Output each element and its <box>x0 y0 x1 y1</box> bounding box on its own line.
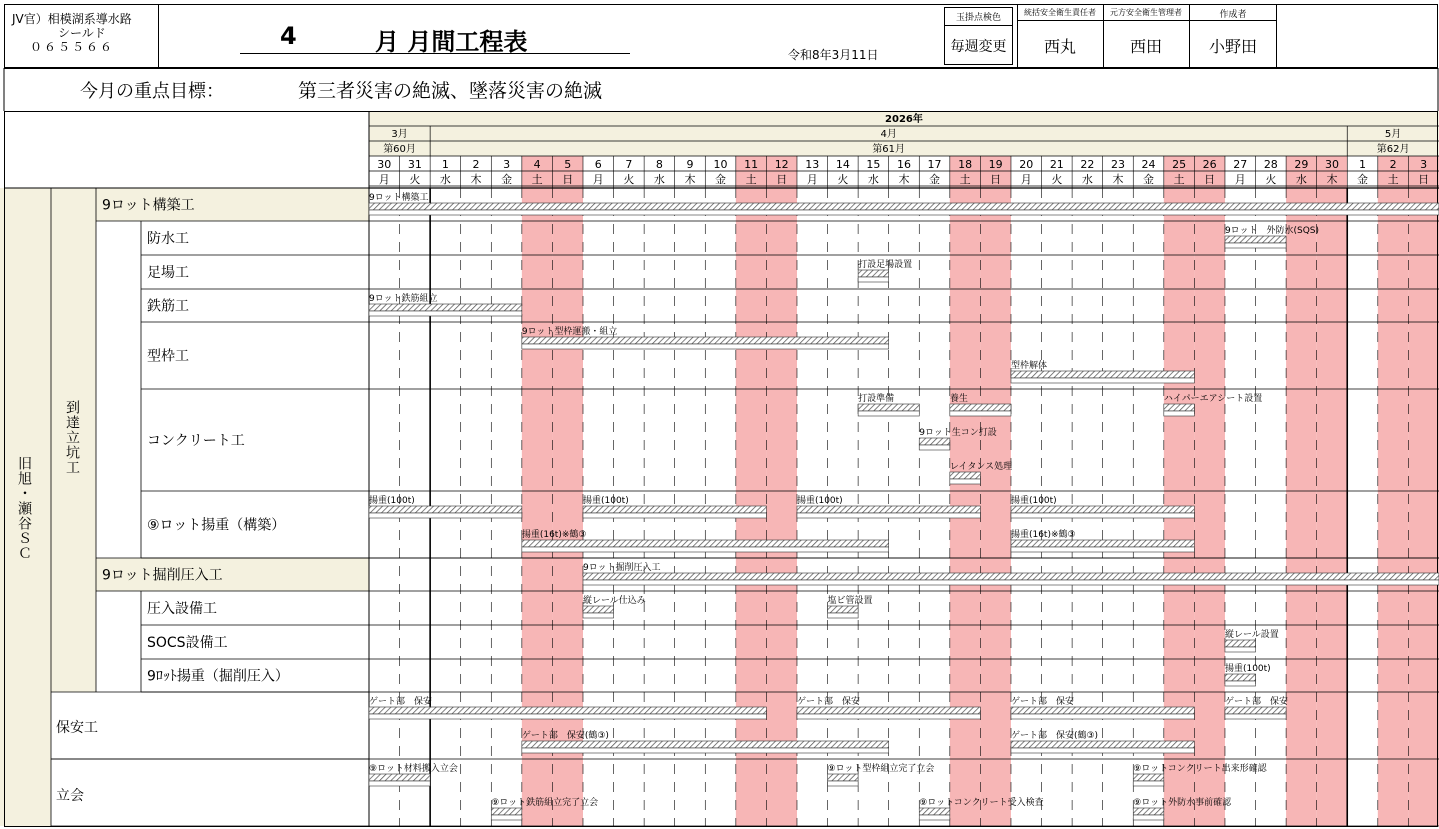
bar-label: 9ロット 外防水(SQS) <box>1224 226 1320 236</box>
bar-plain <box>1133 781 1164 786</box>
weekday-label: 水 <box>1295 173 1307 186</box>
day-number: 21 <box>1049 158 1064 171</box>
day-number: 24 <box>1141 158 1156 171</box>
bar-label: 打設足場設置 <box>858 260 913 270</box>
bar-plain <box>797 513 980 518</box>
bar-hatched <box>583 573 1439 580</box>
bar-hatched <box>950 404 1011 411</box>
day-number: 19 <box>988 158 1003 171</box>
weekday-label: 月 <box>1234 173 1246 186</box>
bar-plain <box>1225 647 1256 652</box>
bar-label: 揚重(100t) <box>1010 496 1057 506</box>
bar-label: 揚重(100t) <box>1224 664 1271 674</box>
day-number: 17 <box>927 158 942 171</box>
bar-plain <box>919 445 950 450</box>
goal-label: 今月の重点目標： <box>80 81 224 102</box>
row-label: ⑨ロット揚重（構築） <box>147 517 286 534</box>
bar-hatched <box>1133 808 1164 815</box>
bar-hatched <box>858 404 919 411</box>
weekday-label: 木 <box>898 173 910 186</box>
weekday-label: 日 <box>1418 173 1430 186</box>
weekday-label: 金 <box>501 173 513 186</box>
weekday-label: 金 <box>1143 173 1155 186</box>
day-number: 15 <box>866 158 881 171</box>
day-number: 28 <box>1263 158 1278 171</box>
inspection-label: 立会 <box>56 788 84 804</box>
bar-label: 揚重(100t) <box>582 496 629 506</box>
bar-hatched <box>522 540 889 547</box>
bar-label: ⑨ロットコンクリート受入検査 <box>919 798 1044 808</box>
bar-hatched <box>1164 404 1195 411</box>
day-number: 9 <box>686 158 694 171</box>
bar-hatched <box>828 774 859 781</box>
day-number: 14 <box>835 158 850 171</box>
row-label: SOCS設備工 <box>147 635 228 651</box>
day-number: 26 <box>1202 158 1217 171</box>
day-number: 16 <box>896 158 911 171</box>
day-number: 1 <box>1359 158 1367 171</box>
org-line3: ０６５５６６ <box>30 40 115 54</box>
bar-hatched <box>369 304 522 311</box>
day-number: 27 <box>1233 158 1248 171</box>
month-label: 5月 <box>1384 129 1402 140</box>
bar-label: 打設準備 <box>858 394 895 404</box>
day-number: 3 <box>503 158 511 171</box>
bar-hatched <box>1225 640 1256 647</box>
row-label: 9ﾛｯﾄ揚重（掘削圧入） <box>147 668 289 685</box>
bar-label: ゲート部 保安 <box>796 697 860 707</box>
row-label: 圧入設備工 <box>147 601 217 617</box>
weekday-label: 火 <box>1265 173 1277 186</box>
bar-label: 型枠解体 <box>1010 361 1047 371</box>
row-label: コンクリート工 <box>147 433 245 449</box>
day-number: 2 <box>472 158 480 171</box>
weekday-label: 木 <box>684 173 696 186</box>
weekday-label: 日 <box>562 173 574 186</box>
bar-label: ⑨ロット材料搬入立会 <box>369 764 458 774</box>
weekday-label: 日 <box>776 173 788 186</box>
bar-hatched <box>369 203 1439 210</box>
bar-label: 9ロット構築工 <box>369 193 429 203</box>
weekday-label: 火 <box>1051 173 1063 186</box>
period-label: 第60月 <box>383 144 416 155</box>
weekday-label: 月 <box>806 173 818 186</box>
bar-hatched <box>583 506 766 513</box>
bar-label: 縦レール設置 <box>1224 630 1279 640</box>
day-number: 23 <box>1110 158 1125 171</box>
bar-plain <box>522 344 889 349</box>
issue-date: 令和8年3月11日 <box>788 48 879 62</box>
day-number: 20 <box>1019 158 1034 171</box>
bar-plain <box>1011 547 1194 552</box>
bar-label: ゲート部 保安 <box>1224 697 1288 707</box>
bar-hatched <box>583 606 614 613</box>
weekday-label: 水 <box>1081 173 1093 186</box>
day-number: 30 <box>377 158 392 171</box>
bar-hatched <box>1011 741 1194 748</box>
weekday-label: 火 <box>623 173 635 186</box>
bar-hatched <box>1225 674 1256 681</box>
bar-plain <box>1225 714 1286 719</box>
day-number: 29 <box>1294 158 1309 171</box>
weekday-label: 土 <box>1387 173 1399 186</box>
bar-hatched <box>919 808 950 815</box>
bar-plain <box>1164 411 1195 416</box>
row-label: 鉄筋工 <box>147 298 189 315</box>
weekday-label: 土 <box>531 173 543 186</box>
bar-plain <box>950 411 1011 416</box>
site-label: 旧旭・瀬谷ＳＣ <box>16 456 32 561</box>
day-number: 4 <box>533 158 541 171</box>
bar-plain <box>522 547 889 552</box>
bar-plain <box>1225 681 1256 686</box>
check-label: 玉掛点検色 <box>955 13 1001 23</box>
sign3-value: 小野田 <box>1208 37 1257 56</box>
bar-plain <box>858 411 919 416</box>
sign2-value: 西田 <box>1129 37 1162 56</box>
day-number: 3 <box>1420 158 1428 171</box>
period-label: 第62月 <box>1376 144 1410 155</box>
day-number: 5 <box>564 158 572 171</box>
row-label: 9ロット構築工 <box>102 197 195 214</box>
bar-plain <box>369 714 766 719</box>
check-value: 毎週変更 <box>950 39 1007 55</box>
bar-hatched <box>1011 506 1194 513</box>
shaft-label: 到達立坑工 <box>64 400 80 475</box>
bar-label: ⑨ロット外防水事前確認 <box>1133 798 1232 808</box>
weekday-label: 木 <box>470 173 482 186</box>
weekday-label: 水 <box>653 173 665 186</box>
security-label: 保安工 <box>56 720 98 736</box>
bar-label: ⑨ロットコンクリート出来形確認 <box>1133 764 1267 774</box>
bar-plain <box>369 781 430 786</box>
bar-label: ハイパーエアシート設置 <box>1163 394 1263 404</box>
day-number: 25 <box>1172 158 1187 171</box>
day-number: 8 <box>655 158 663 171</box>
bar-label: 揚重(16t)※鶴③ <box>521 530 587 540</box>
bar-hatched <box>491 808 522 815</box>
bar-label: ゲート部 保安(鶴③) <box>1010 731 1099 741</box>
org-line1: JV官）相模湖系導水路 <box>12 12 132 26</box>
bar-label: レイタンス処理 <box>949 462 1013 472</box>
bar-plain <box>1011 378 1194 383</box>
bar-label: 揚重(100t) <box>369 496 415 506</box>
bar-plain <box>491 815 522 820</box>
weekday-label: 木 <box>1326 173 1338 186</box>
day-number: 30 <box>1324 158 1339 171</box>
bar-plain <box>1225 243 1286 248</box>
bar-plain <box>583 513 766 518</box>
day-number: 1 <box>441 158 449 171</box>
bar-hatched <box>919 438 950 445</box>
bar-label: 縦レール仕込み <box>582 596 646 606</box>
bar-plain <box>583 613 614 618</box>
weekday-label: 火 <box>837 173 849 186</box>
bar-hatched <box>1225 236 1286 243</box>
day-number: 7 <box>625 158 633 171</box>
bar-label: 揚重(100t) <box>796 496 843 506</box>
bar-plain <box>950 479 981 484</box>
bar-hatched <box>1011 540 1194 547</box>
weekday-label: 土 <box>745 173 757 186</box>
bar-plain <box>797 714 980 719</box>
bar-hatched <box>1225 707 1286 714</box>
bar-hatched <box>369 707 766 714</box>
bar-hatched <box>522 741 889 748</box>
bar-hatched <box>522 337 889 344</box>
bar-hatched <box>1011 371 1194 378</box>
bar-label: 塩ビ管設置 <box>827 596 873 606</box>
weekday-label: 土 <box>959 173 971 186</box>
bar-label: ⑨ロット鉄筋組立完了立会 <box>491 798 599 808</box>
bar-plain <box>1011 714 1194 719</box>
bar-hatched <box>369 506 522 513</box>
bar-plain <box>919 815 950 820</box>
org-line2: シールド <box>58 26 106 40</box>
bar-plain <box>1133 815 1164 820</box>
day-number: 11 <box>744 158 759 171</box>
weekday-label: 月 <box>592 173 604 186</box>
period-label: 第61月 <box>872 144 906 155</box>
bar-hatched <box>797 707 980 714</box>
bar-label: 9ロット生コン打設 <box>919 428 997 438</box>
bar-label: 養生 <box>949 394 968 404</box>
row-label: 型枠工 <box>147 348 189 365</box>
day-number: 22 <box>1080 158 1095 171</box>
row-label: 足場工 <box>147 265 189 281</box>
bar-hatched <box>797 506 980 513</box>
day-number: 10 <box>713 158 728 171</box>
month-label: 4月 <box>880 129 897 140</box>
bar-label: ⑨ロット型枠組立完了立会 <box>827 764 935 774</box>
bar-label: ゲート部 保安(鶴③) <box>521 731 609 741</box>
bar-plain <box>583 580 1439 585</box>
weekday-label: 水 <box>439 173 451 186</box>
bar-label: 9ロット型枠運搬・組立 <box>521 327 618 337</box>
title-month: 4 <box>280 22 297 50</box>
weekday-label: 金 <box>929 173 941 186</box>
row-label: 9ロット掘削圧入工 <box>102 567 223 584</box>
weekday-label: 土 <box>1173 173 1185 186</box>
bar-hatched <box>1133 774 1164 781</box>
bar-plain <box>369 513 522 518</box>
bar-label: 9ロット鉄筋組立 <box>369 294 438 304</box>
weekday-label: 金 <box>715 173 727 186</box>
bar-hatched <box>369 774 430 781</box>
sign1-value: 西丸 <box>1043 37 1076 56</box>
page-title: 月 月間工程表 <box>375 28 528 56</box>
sign1-label: 統括安全衛生責任者 <box>1024 8 1096 17</box>
month-label: 3月 <box>391 129 408 140</box>
day-number: 2 <box>1389 158 1397 171</box>
weekday-label: 火 <box>409 173 421 186</box>
bar-hatched <box>1011 707 1194 714</box>
bar-plain <box>1011 513 1194 518</box>
weekday-label: 木 <box>1112 173 1124 186</box>
bar-hatched <box>828 606 859 613</box>
bar-hatched <box>858 270 889 277</box>
bar-hatched <box>950 472 981 479</box>
bar-label: ゲート部 保安 <box>1010 697 1074 707</box>
day-number: 18 <box>958 158 973 171</box>
bar-plain <box>1011 748 1194 753</box>
weekday-label: 月 <box>1020 173 1032 186</box>
bar-plain <box>858 277 889 282</box>
weekday-label: 日 <box>1204 173 1216 186</box>
weekday-label: 金 <box>1357 173 1369 186</box>
year-label: 2026年 <box>885 114 923 125</box>
bar-plain <box>369 210 1439 215</box>
weekday-label: 日 <box>990 173 1002 186</box>
day-number: 12 <box>774 158 789 171</box>
bar-plain <box>828 613 859 618</box>
row-label: 防水工 <box>147 231 189 247</box>
bar-label: ゲート部 保安 <box>369 697 433 707</box>
day-number: 13 <box>805 158 820 171</box>
weekday-label: 水 <box>867 173 879 186</box>
bar-label: 9ロット掘削圧入工 <box>582 563 661 573</box>
bar-plain <box>522 748 889 753</box>
day-number: 31 <box>407 158 422 171</box>
bar-label: 揚重(16t)※鶴③ <box>1010 530 1076 540</box>
day-number: 6 <box>594 158 602 171</box>
weekday-label: 月 <box>378 173 390 186</box>
sign3-label: 作成者 <box>1219 10 1247 20</box>
bar-plain <box>369 311 522 316</box>
goal-text: 第三者災害の絶滅、墜落災害の絶滅 <box>298 80 603 102</box>
sign2-label: 元方安全衛生管理者 <box>1110 8 1182 17</box>
bar-plain <box>828 781 859 786</box>
